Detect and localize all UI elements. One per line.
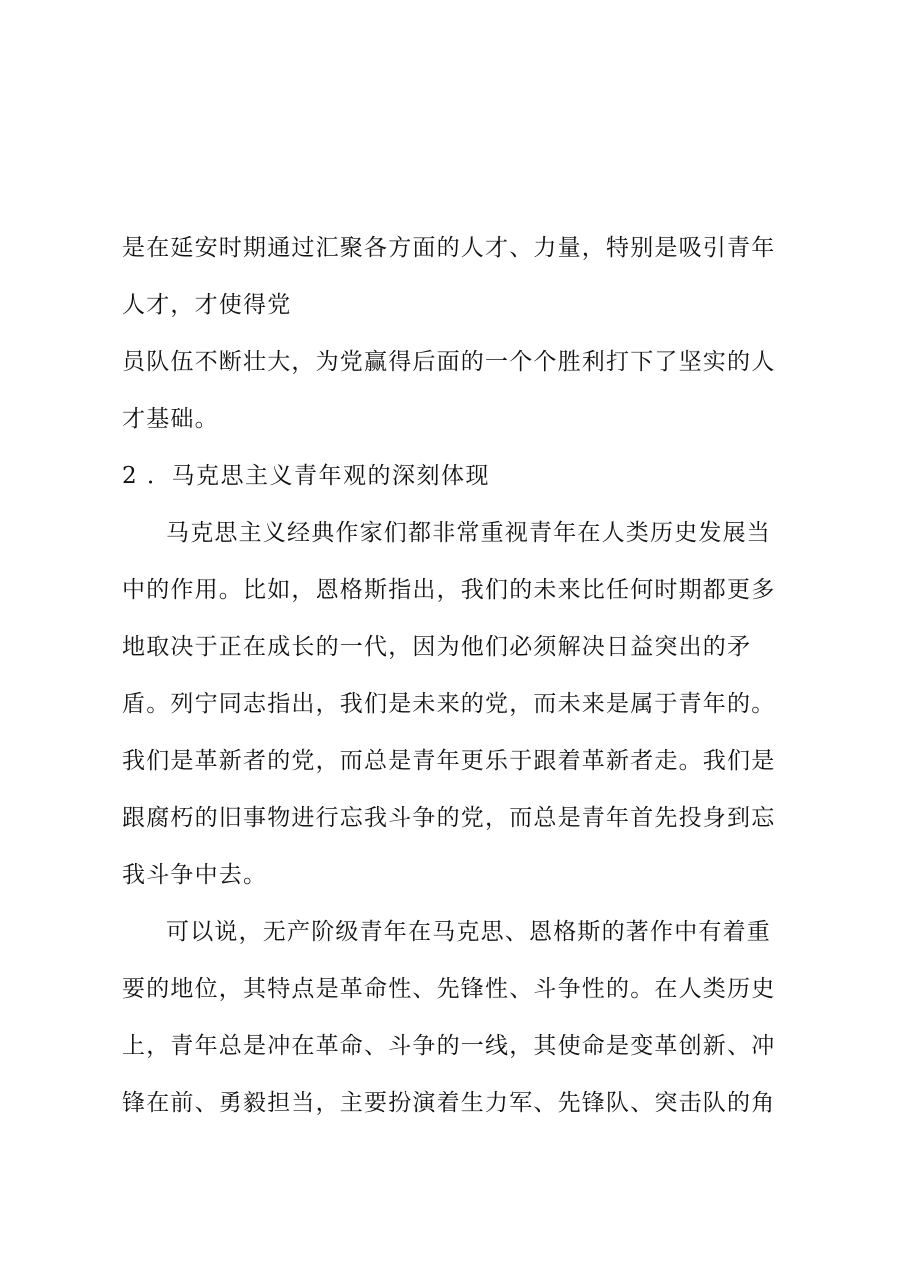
paragraph-1-line-2: 人才，才使得党: [122, 292, 292, 318]
paragraph-2-line-4: 盾。列宁同志指出，我们是未来的党，而未来是属于青年的。: [122, 691, 776, 717]
paragraph-3-line-3: 上，青年总是冲在革命、斗争的一线，其使命是变革创新、冲: [122, 1033, 776, 1059]
paragraph-2-line-6: 跟腐朽的旧事物进行忘我斗争的党，而总是青年首先投身到忘: [122, 805, 776, 831]
paragraph-1-line-1: 是在延安时期通过汇聚各方面的人才、力量，特别是吸引青年: [122, 235, 776, 261]
section-heading: 2 ．马克思主义青年观的深刻体现: [122, 463, 490, 489]
paragraph-3-line-1: 可以说，无产阶级青年在马克思、恩格斯的著作中有着重: [166, 919, 771, 945]
paragraph-2-line-1: 马克思主义经典作家们都非常重视青年在人类历史发展当: [166, 520, 771, 546]
paragraph-2-line-2: 中的作用。比如，恩格斯指出，我们的未来比任何时期都更多: [122, 577, 776, 603]
paragraph-1-line-4: 才基础。: [122, 406, 219, 432]
paragraph-2-line-3: 地取决于正在成长的一代，因为他们必须解决日益突出的矛: [122, 634, 752, 660]
paragraph-2-line-7: 我斗争中去。: [122, 862, 268, 888]
paragraph-3-line-4: 锋在前、勇毅担当，主要扮演着生力军、先锋队、突击队的角: [122, 1090, 776, 1116]
paragraph-1-line-3: 员队伍不断壮大，为党赢得后面的一个个胜利打下了坚实的人: [122, 349, 776, 375]
paragraph-2-line-5: 我们是革新者的党，而总是青年更乐于跟着革新者走。我们是: [122, 748, 776, 774]
paragraph-3-line-2: 要的地位，其特点是革命性、先锋性、斗争性的。在人类历史: [122, 976, 776, 1002]
